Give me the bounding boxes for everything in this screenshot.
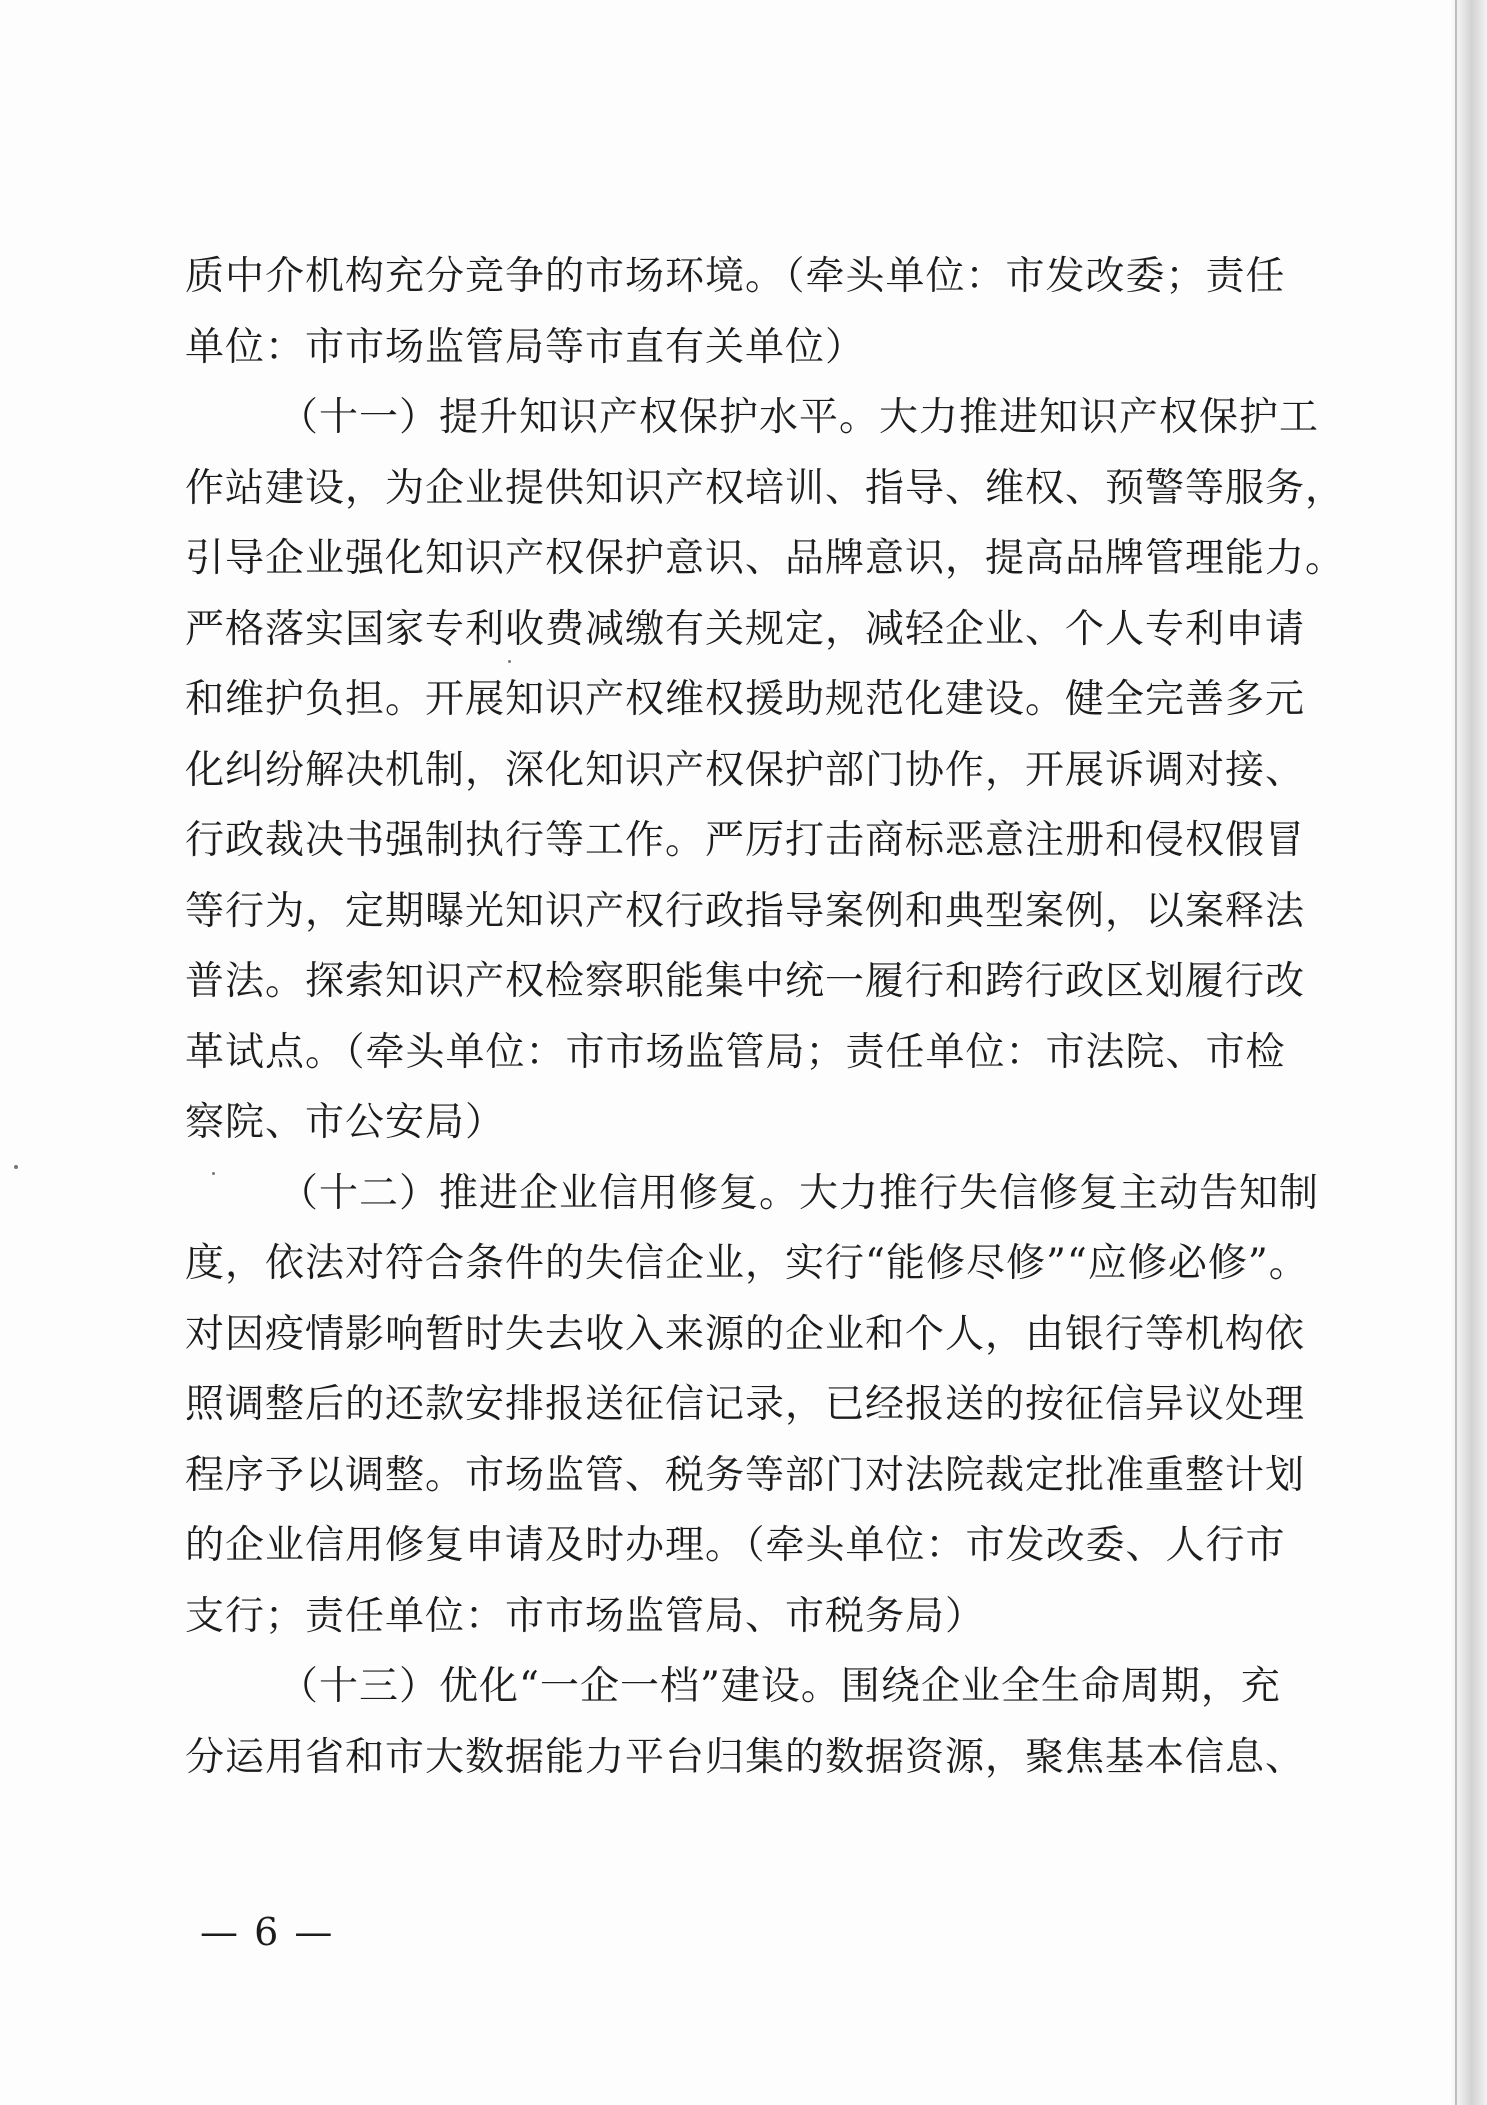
text-line: 革试点。（牵头单位：市市场监管局；责任单位：市法院、市检 bbox=[185, 1029, 1286, 1075]
text-line: 质中介机构充分竞争的市场环境。（牵头单位：市发改委；责任 bbox=[185, 254, 1286, 299]
text-line: 化纠纷解决机制，深化知识产权保护部门协作，开展诉调对接、 bbox=[185, 747, 1306, 793]
section-12-heading-line: （十二）推进企业信用修复。大力推行失信修复主动告知制 bbox=[279, 1170, 1320, 1216]
text-line: 行政裁决书强制执行等工作。严厉打击商标恶意注册和侵权假冒 bbox=[185, 818, 1306, 863]
scan-speck bbox=[212, 1172, 215, 1175]
text-line: 对因疫情影响暂时失去收入来源的企业和个人，由银行等机构依 bbox=[185, 1311, 1306, 1357]
text-line: 等行为，定期曝光知识产权行政指导案例和典型案例，以案释法 bbox=[185, 888, 1306, 934]
text-line: 和维护负担。开展知识产权维权援助规范化建设。健全完善多元 bbox=[185, 677, 1306, 722]
text-line: 普法。探索知识产权检察职能集中统一履行和跨行政区划履行改 bbox=[185, 959, 1306, 1004]
text-line: 分运用省和市大数据能力平台归集的数据资源，聚焦基本信息、 bbox=[185, 1734, 1306, 1780]
page-edge-line bbox=[1455, 0, 1457, 2105]
text-line: 单位：市市场监管局等市直有关单位） bbox=[185, 324, 866, 370]
page-number: — 6 — bbox=[200, 1910, 335, 1954]
text-line: 引导企业强化知识产权保护意识、品牌意识，提高品牌管理能力。 bbox=[185, 536, 1346, 581]
text-line: 照调整后的还款安排报送征信记录，已经报送的按征信异议处理 bbox=[185, 1382, 1306, 1427]
section-13-heading-line: （十三）优化“一企一档”建设。围绕企业全生命周期，充 bbox=[279, 1664, 1281, 1709]
text-line: 察院、市公安局） bbox=[185, 1100, 506, 1145]
body-text bbox=[185, 242, 1346, 1793]
text-line: 作站建设，为企业提供知识产权培训、指导、维权、预警等服务， bbox=[185, 465, 1346, 511]
scan-speck bbox=[508, 660, 511, 663]
scan-speck bbox=[14, 1165, 18, 1169]
text-line: 程序予以调整。市场监管、税务等部门对法院裁定批准重整计划 bbox=[185, 1452, 1306, 1498]
text-line: 的企业信用修复申请及时办理。（牵头单位：市发改委、人行市 bbox=[185, 1523, 1286, 1568]
text-line: 严格落实国家专利收费减缴有关规定，减轻企业、个人专利申请 bbox=[185, 606, 1306, 652]
section-11-heading-line: （十一）提升知识产权保护水平。大力推进知识产权保护工 bbox=[279, 395, 1320, 440]
text-line: 支行；责任单位：市市场监管局、市税务局） bbox=[185, 1593, 986, 1639]
text-line: 度，依法对符合条件的失信企业，实行“能修尽修”“应修必修”。 bbox=[185, 1241, 1309, 1286]
